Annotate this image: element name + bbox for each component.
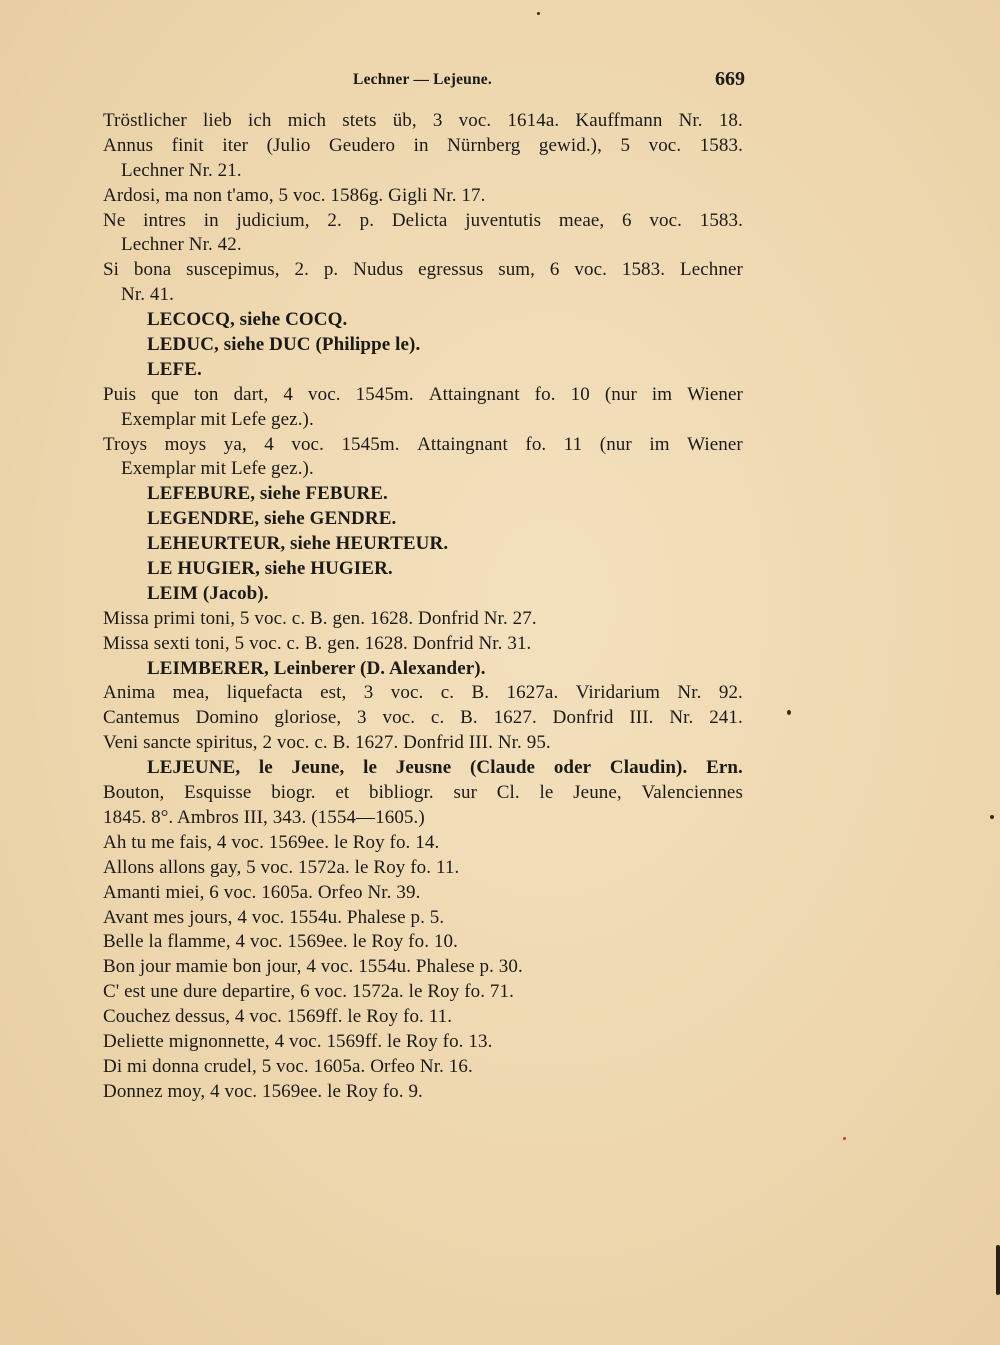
word: üb,	[392, 110, 417, 131]
word: Lechner	[679, 259, 743, 281]
page-edge-mark	[996, 1245, 1000, 1295]
word: Cantemus	[103, 707, 180, 729]
word: egressus	[418, 259, 484, 281]
text-line: Lechner Nr. 21.	[121, 159, 242, 181]
word: bona	[133, 259, 172, 281]
word: Viridarium	[575, 682, 661, 704]
text-line: Exemplar mit Lefe gez.).	[121, 408, 314, 430]
word: fo.	[534, 383, 556, 405]
word: intres	[143, 209, 186, 231]
word: 4	[264, 433, 274, 455]
composer-heading: LEIMBERER, Leinberer (D. Alexander).	[147, 657, 486, 679]
word: (nur	[604, 383, 637, 405]
composer-heading: LE HUGIER, siehe HUGIER.	[147, 558, 393, 580]
word: 4	[283, 383, 293, 405]
word: voc.	[649, 209, 682, 231]
word: Cl.	[496, 782, 520, 804]
text-line: Deliette mignonnette, 4 voc. 1569ff. le Roy fo. 13.	[103, 1030, 493, 1052]
text-line	[103, 781, 743, 806]
text-line: 1845. 8°. Ambros III, 343. (1554—1605.)	[103, 806, 425, 828]
word: lieb	[202, 110, 232, 131]
word: 18.	[718, 110, 743, 131]
word: le	[363, 757, 378, 779]
word: Attaingnant	[417, 433, 508, 455]
word: iter	[222, 134, 249, 156]
word: ya,	[223, 433, 247, 455]
word: Geudero	[328, 134, 396, 156]
text-line: Veni sancte spiritus, 2 voc. c. B. 1627. Donfrid III. Nr. 95.	[103, 732, 551, 754]
word: mea,	[172, 682, 210, 704]
word: biogr.	[271, 782, 316, 804]
word: p.	[359, 209, 375, 231]
word: Nürnberg	[447, 134, 521, 156]
word: Wiener	[687, 383, 743, 405]
word: 241.	[709, 707, 743, 729]
text-line: Missa sexti toni, 5 voc. c. B. gen. 1628. Donfrid Nr. 31.	[103, 632, 532, 654]
paper-speck	[537, 12, 540, 15]
page-number: 669	[715, 68, 745, 90]
paper-speck	[990, 815, 994, 819]
word: p.	[323, 259, 339, 281]
word: voc.	[390, 682, 424, 704]
word: le	[258, 757, 273, 779]
word: bibliogr.	[369, 782, 434, 804]
word: fo.	[525, 433, 547, 455]
text-line: Missa primi toni, 5 voc. c. B. gen. 1628. Donfrid Nr. 27.	[103, 607, 537, 629]
word: LEJEUNE,	[147, 757, 241, 779]
word: meae,	[558, 209, 605, 231]
word: mich	[287, 110, 327, 131]
word: voc.	[308, 383, 341, 405]
word: (Julio	[266, 134, 311, 156]
text-line: Belle la flamme, 4 voc. 1569ee. le Roy fo. 10.	[103, 931, 458, 953]
running-head: Lechner — Lejeune.	[353, 71, 492, 88]
word: Jeune,	[573, 782, 622, 804]
word: Anima	[103, 682, 156, 704]
word: ton	[193, 383, 219, 405]
text-line: Nr. 41.	[121, 284, 174, 306]
word: Wiener	[687, 433, 743, 455]
word: 1545m.	[341, 433, 400, 455]
word: moys	[164, 433, 207, 455]
text-line: Ardosi, ma non t'amo, 5 voc. 1586g. Gigli Nr. 17.	[103, 184, 486, 206]
word: Kauffmann	[575, 110, 663, 131]
word: 6	[622, 209, 632, 231]
word: voc.	[574, 259, 607, 281]
word: (nur	[599, 433, 632, 455]
text-line: Amanti miei, 6 voc. 1605a. Orfeo Nr. 39.	[103, 881, 421, 903]
text-line: Di mi donna crudel, 5 voc. 1605a. Orfeo Nr. 16.	[103, 1055, 473, 1077]
word: in	[413, 134, 429, 156]
word: suscepimus,	[186, 259, 280, 281]
text-line	[103, 383, 743, 408]
composer-heading: LEHEURTEUR, siehe HEURTEUR.	[147, 533, 449, 555]
word: gloriose,	[274, 707, 342, 729]
text-line	[103, 109, 743, 134]
word: Troys	[103, 433, 148, 455]
word: im	[649, 433, 670, 455]
word: Nr.	[677, 682, 702, 704]
text-line	[103, 209, 743, 234]
word: 6	[549, 259, 560, 281]
word: 1627a.	[506, 682, 559, 704]
word: gewid.),	[538, 134, 602, 156]
word: ich	[248, 110, 272, 131]
word: oder	[553, 757, 592, 779]
word: voc.	[291, 433, 324, 455]
composer-heading: LEFE.	[147, 358, 202, 380]
word: que	[151, 383, 179, 405]
word: sum,	[498, 259, 536, 281]
text-line	[103, 706, 743, 731]
word: Jeusne	[395, 757, 452, 779]
word: Ern.	[706, 757, 743, 779]
word: c.	[430, 707, 445, 729]
word: sur	[453, 782, 478, 804]
word: liquefacta	[226, 682, 303, 704]
word: finit	[171, 134, 204, 156]
word: Donfrid	[552, 707, 614, 729]
composer-heading	[103, 756, 743, 781]
word: Nudus	[353, 259, 404, 281]
word: III.	[629, 707, 654, 729]
paper-speck	[843, 1137, 846, 1140]
word: 2.	[294, 259, 309, 281]
word: 1545m.	[355, 383, 414, 405]
word: in	[203, 209, 219, 231]
word: Jeune,	[291, 757, 345, 779]
word: le	[539, 782, 554, 804]
word: (Claude	[469, 757, 536, 779]
word: 1627.	[493, 707, 537, 729]
word: 1614a.	[507, 110, 560, 131]
word: 3	[357, 707, 367, 729]
paper-speck	[787, 710, 791, 715]
text-line: Donnez moy, 4 voc. 1569ee. le Roy fo. 9.	[103, 1080, 423, 1102]
text-line: Ah tu me fais, 4 voc. 1569ee. le Roy fo. 14.	[103, 831, 440, 853]
word: Annus	[103, 134, 154, 156]
text-line: Lechner Nr. 42.	[121, 234, 242, 256]
word: est,	[320, 682, 347, 704]
word: Valenciennes	[641, 782, 743, 804]
text-line: Exemplar mit Lefe gez.).	[121, 458, 314, 480]
word: Delicta	[391, 209, 448, 231]
word: B.	[471, 682, 490, 704]
word: 1583.	[621, 259, 666, 281]
word: Attaingnant	[428, 383, 520, 405]
text-line	[103, 134, 743, 159]
composer-heading: LEGENDRE, siehe GENDRE.	[147, 508, 397, 530]
word: Esquisse	[184, 782, 252, 804]
word: 10	[570, 383, 590, 405]
word: 2.	[327, 209, 342, 231]
composer-heading: LEDUC, siehe DUC (Philippe le).	[147, 334, 421, 356]
word: 11	[563, 433, 583, 455]
word: B.	[460, 707, 478, 729]
composer-heading: LECOCQ, siehe COCQ.	[147, 309, 348, 331]
word: Nr.	[669, 707, 694, 729]
word: Bouton,	[103, 782, 165, 804]
text-line: Couchez dessus, 4 voc. 1569ff. le Roy fo. 11.	[103, 1006, 453, 1028]
word: c.	[440, 682, 455, 704]
word: im	[651, 383, 673, 405]
word: 5	[620, 134, 631, 156]
text-line	[103, 433, 743, 458]
composer-heading: LEFEBURE, siehe FEBURE.	[147, 483, 388, 505]
text-line: Avant mes jours, 4 voc. 1554u. Phalese p. 5.	[103, 906, 445, 928]
entry-list	[103, 109, 743, 1105]
word: dart,	[233, 383, 269, 405]
word: voc.	[648, 134, 682, 156]
word: voc.	[458, 110, 492, 131]
word: 3	[363, 682, 374, 704]
word: Puis	[103, 383, 137, 405]
word: Nr.	[678, 110, 703, 131]
word: 1583.	[699, 209, 743, 231]
word: et	[335, 782, 350, 804]
word: Domino	[195, 707, 259, 729]
word: judicium,	[236, 209, 310, 231]
text-line	[103, 681, 743, 706]
word: juventutis	[465, 209, 542, 231]
text-line: Allons allons gay, 5 voc. 1572a. le Roy fo. 11.	[103, 856, 460, 878]
word: Tröstlicher	[103, 110, 187, 131]
word: Ne	[103, 209, 126, 231]
word: 3	[432, 110, 443, 131]
word: Claudin).	[609, 757, 688, 779]
word: stets	[342, 110, 377, 131]
word: 1583.	[699, 134, 743, 156]
word: 92.	[718, 682, 743, 704]
word: Si	[103, 259, 120, 281]
composer-heading: LEIM (Jacob).	[147, 582, 269, 604]
text-line: Bon jour mamie bon jour, 4 voc. 1554u. Phalese p. 30.	[103, 956, 523, 978]
page-header	[100, 68, 745, 94]
text-line	[103, 258, 743, 283]
word: voc.	[382, 707, 416, 729]
text-line: C' est une dure departire, 6 voc. 1572a. le Roy fo. 71.	[103, 981, 514, 1003]
